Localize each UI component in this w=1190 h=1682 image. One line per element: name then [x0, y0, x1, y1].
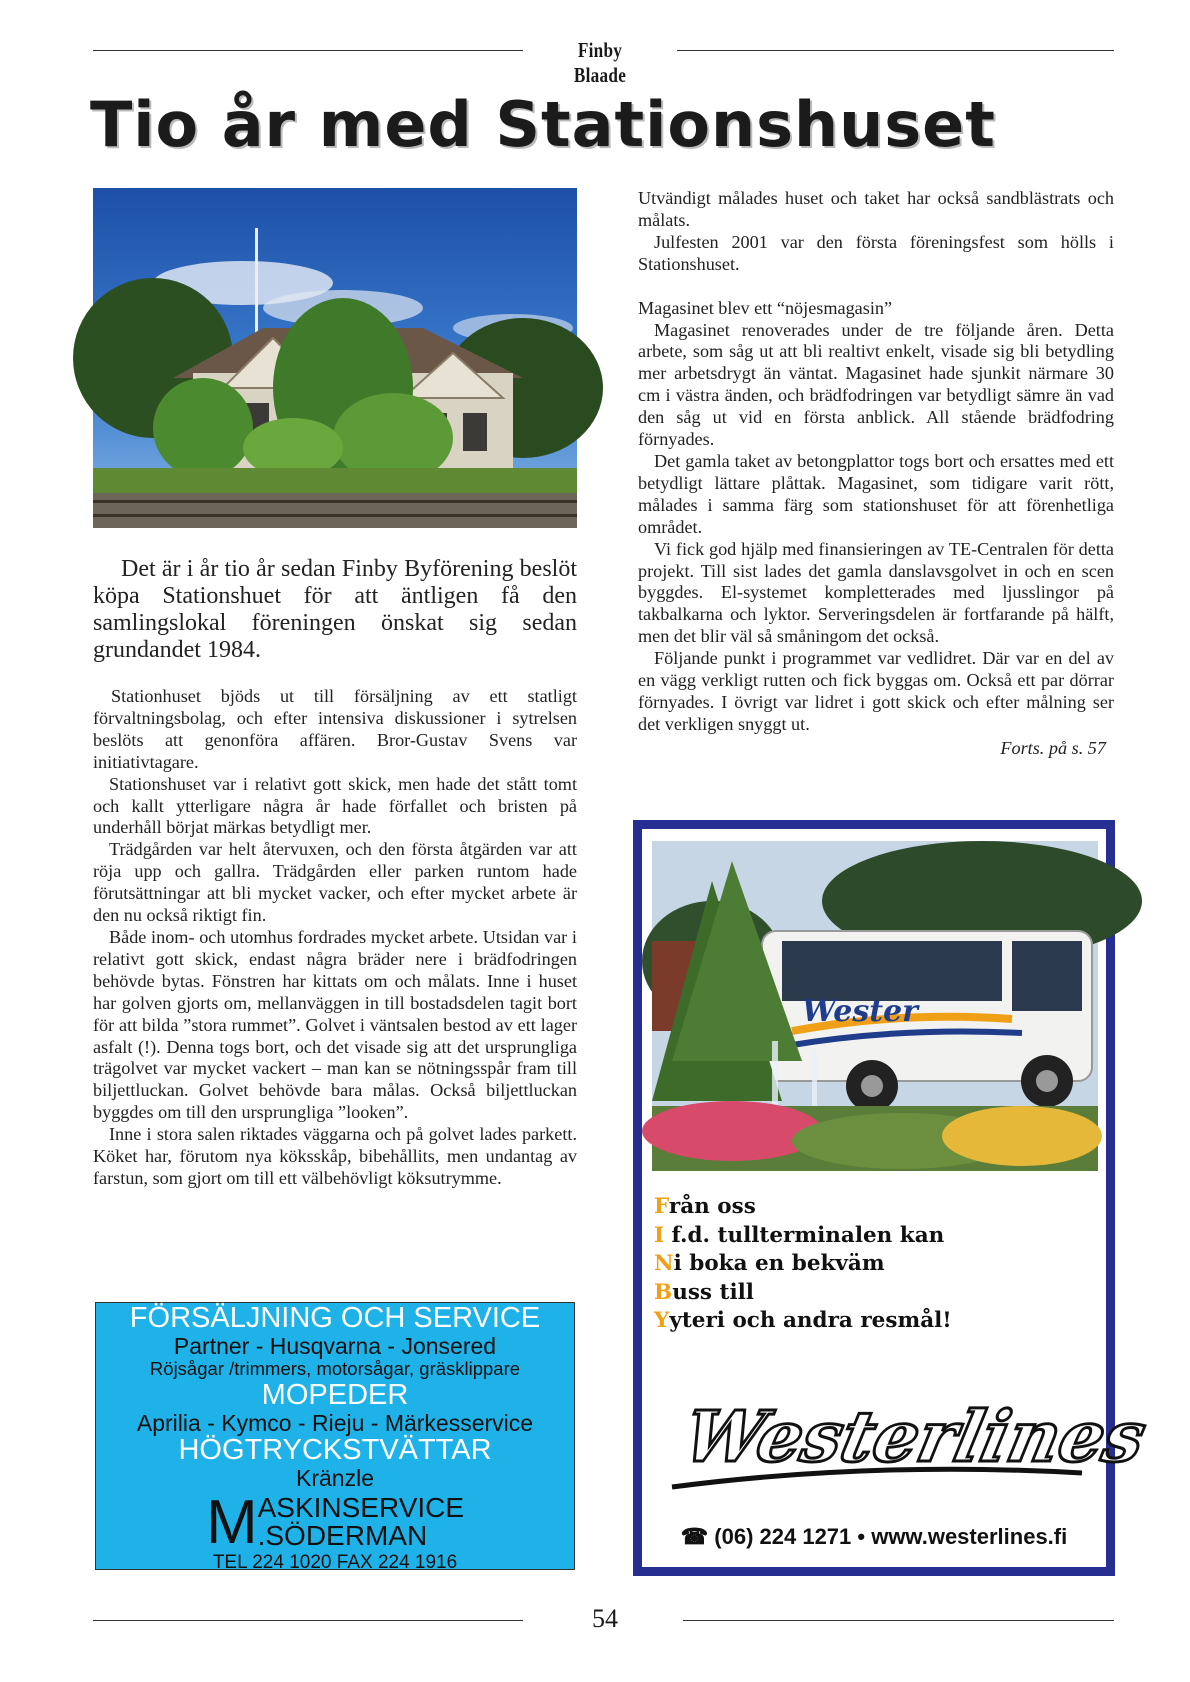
right-column-text	[638, 188, 1114, 760]
paragraph: Vi fick god hjälp med finansieringen av TE-Centralen för detta projekt. Till sist lades det gamla danslavsgolvet in och en scen byggdes. El-systemet kompletterades med ljusslingor på takbalkarna och lyktor. Serveringsdelen är fortfarande på hälft, men det blir väl så småningom det också.	[638, 538, 1114, 647]
ad-contact: TEL 224 1020 FAX 224 1916	[212, 1552, 458, 1573]
ad-products: Röjsågar /trimmers, motorsågar, gräsklippare	[149, 1358, 521, 1379]
paragraph: Det gamla taket av betongplattor togs bort och ersattes med ett betydligt lättare plåttak. Magasinet, som tidigare varit rött, målades i samma färg som stationshuset för att förenhetliga området.	[638, 450, 1114, 537]
header-rule-left	[93, 50, 523, 51]
paragraph: Följande punkt i programmet var vedlidret. Där var en del av en vägg verkligt rutten och fick byggas om. Också ett par dörrar förnyades. I övrigt var lidret i gott skick och efter målning ser det verkligen snyggt ut.	[638, 648, 1114, 734]
westerlines-logo	[662, 1369, 1153, 1499]
paragraph: Både inom- och utomhus fordrades mycket arbete. Utsidan var i relativt gott skick, endast några bräder nere i brädfodringen behövde bytas. Fönstren har kittats om och målats. Inne i huset har golven gjorts om, mellanväggen in till bostadsdelen tagit bort för att bilda ”stora rummet”. Golvet i väntsalen bestod av ett lager asfalt (!). Denna togs bort, och det visade sig att det ursprungliga trägolvet var mycket vackert – man kan se nötningsspår fram till biljettluckan. Golvet behövde bara målas. Också biljettluckan byggdes om till den ursprungliga ”looken”.	[93, 926, 577, 1123]
acrostic-line: Ni boka en bekväm	[654, 1251, 885, 1276]
company-name	[96, 1488, 574, 1557]
page-number: 54	[592, 1604, 618, 1633]
company-dot: .	[257, 1520, 266, 1551]
continued-note: Forts. på s. 57	[1000, 737, 1106, 758]
company-name-line2: SÖDERMAN	[265, 1520, 428, 1551]
ad-contact-line: ☎ (06) 224 1271 • www.westerlines.fi	[680, 1524, 1068, 1549]
acrostic-line: Från oss	[654, 1194, 756, 1219]
paragraph: Utvändigt målades huset och taket har också sandblästrats och målats.	[638, 188, 1114, 230]
acrostic-line: Yyteri och andra resmål!	[654, 1308, 952, 1333]
westerlines-ad	[633, 820, 1153, 1576]
acrostic-line: Buss till	[654, 1279, 754, 1305]
ad-heading-sales: FÖRSÄLJNING OCH SERVICE	[129, 1302, 541, 1334]
paragraph: Stationshuset var i relativt gott skick, men hade det stått tomt och kallt ytterligare några år hade förfallet och bristen på underhåll börjat märkas betydligt mer.	[93, 773, 577, 838]
paragraph: Trädgården var helt återvuxen, och den första åtgärden var att röja upp och gallra. Trädgården eller parken runtom hade förutsättningar att bli mycket vacker, och efter mycket arbete är den nu också riktigt fin.	[93, 839, 577, 926]
ad-heading-mopeds: MOPEDER	[261, 1379, 409, 1411]
company-initial: M	[205, 1488, 258, 1557]
lead-paragraph: Det är i år tio år sedan Finby Byförening beslöt köpa Stationshuet för att äntligen få den samlingslokal föreningen önskat sig sedan grundandet 1984.	[93, 556, 577, 663]
paragraph: Magasinet renoverades under de tre följande åren. Detta arbete, som såg ut att bli realtivt enkelt, visade sig bli betydling mer arbetsdrygt än väntat. Magasinet hade sjunkit närmare 30 cm i västra änden, och brädfodringen var betydligt sämre än vad den såg ut vid en första anblick. All stående brädfodring förnyades.	[638, 319, 1114, 450]
station-house-photo	[93, 188, 577, 528]
publication-title: Finby Blaade	[573, 38, 627, 87]
article-lead	[93, 556, 577, 664]
ad-moped-brands: Aprilia - Kymco - Rieju - Märkesservice	[136, 1410, 534, 1436]
article-headline: Tio år med Stationshuset	[90, 88, 996, 161]
bus-lettering: Wester	[802, 994, 918, 1029]
header-rule-right	[677, 50, 1114, 51]
acrostic-line: I f.d. tullterminalen kan	[654, 1222, 945, 1248]
paragraph: Inne i stora salen riktades väggarna och på golvet lades parkett. Köket har, förutom nya köksskåp, bibehållits, men undantag av farstun, som gjort om till ett välbehövligt köksutrymme.	[93, 1124, 577, 1188]
bus-photo	[652, 841, 1098, 1171]
footer-rule-right	[683, 1620, 1114, 1621]
article-subheading: Magasinet blev ett “nöjesmagasin”	[638, 297, 893, 318]
ad-washer-brand: Kränzle	[296, 1465, 374, 1491]
paragraph: Julfesten 2001 var den första föreningsfest som hölls i Stationshuset.	[638, 231, 1114, 274]
left-column-text	[93, 686, 577, 1190]
ad-acrostic	[654, 1193, 952, 1336]
ad-heading-washers: HÖGTRYCKSTVÄTTAR	[178, 1434, 492, 1466]
company-name-line1: ASKINSERVICE	[257, 1492, 465, 1523]
footer-rule-left	[93, 1620, 523, 1621]
ad-brands: Partner - Husqvarna - Jonsered	[173, 1333, 497, 1359]
maskinservice-ad	[95, 1302, 575, 1573]
logo-text: Westerlines	[676, 1395, 1153, 1478]
paragraph: Stationhuset bjöds ut till försäljning av ett statligt förvaltningsbolag, och efter intensiva diskussioner i sytrelsen beslöts att genonföra affären. Bror-Gustav Svens var initiativtagare.	[93, 686, 577, 772]
